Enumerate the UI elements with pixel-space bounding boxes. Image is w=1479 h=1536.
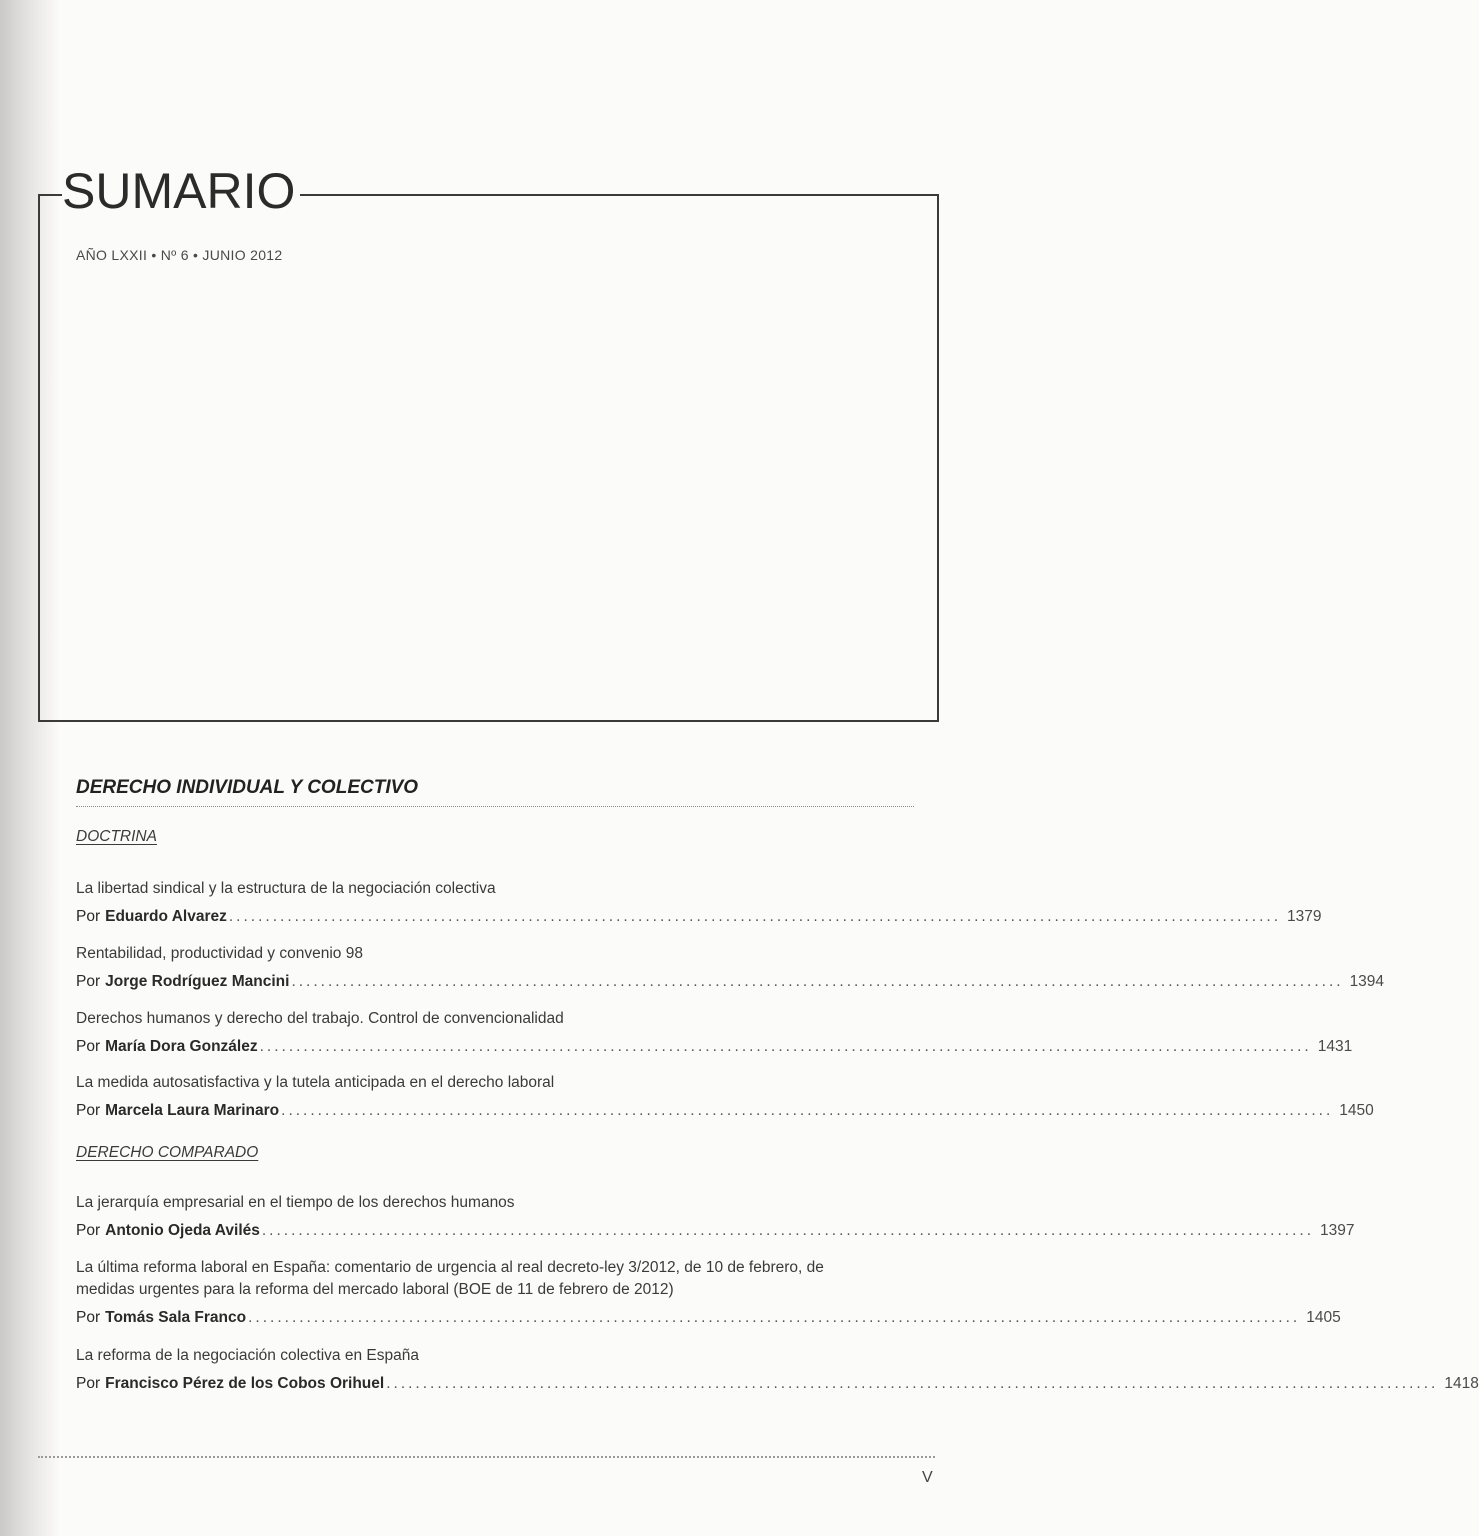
entry-author: Eduardo Alvarez bbox=[105, 908, 227, 925]
entry-page: 1418 bbox=[1444, 1375, 1479, 1392]
subsection-derecho-comparado: DERECHO COMPARADO bbox=[76, 1144, 259, 1161]
entry-page: 1405 bbox=[1306, 1309, 1341, 1326]
entry-title: La medida autosatisfactiva y la tutela anticipada en el derecho laboral bbox=[76, 1074, 555, 1091]
entry-title: La jerarquía empresarial en el tiempo de los derechos humanos bbox=[76, 1194, 515, 1211]
toc-entry[interactable] bbox=[76, 943, 1385, 993]
section-divider bbox=[76, 806, 914, 807]
frame-top-rule-left bbox=[38, 194, 62, 196]
subsection-doctrina: DOCTRINA bbox=[76, 828, 157, 845]
dot-leader: ................................................................................................................................................ bbox=[228, 908, 1281, 925]
entry-author: María Dora González bbox=[105, 1038, 258, 1055]
entry-author: Tomás Sala Franco bbox=[105, 1309, 247, 1326]
toc-entry[interactable] bbox=[76, 1008, 1353, 1058]
dot-leader: ................................................................................................................................................ bbox=[291, 973, 1344, 990]
entry-author: Jorge Rodríguez Mancini bbox=[105, 973, 290, 990]
entry-prefix: Por bbox=[76, 908, 101, 925]
content-frame bbox=[38, 194, 939, 722]
footer-divider bbox=[38, 1456, 935, 1458]
frame-top-rule-right bbox=[300, 194, 937, 196]
entry-page: 1394 bbox=[1349, 973, 1385, 990]
toc-entry[interactable] bbox=[76, 1345, 1479, 1395]
entry-prefix: Por bbox=[76, 1309, 101, 1326]
toc-entry[interactable] bbox=[76, 1072, 1374, 1122]
dot-leader: ................................................................................................................................................ bbox=[386, 1375, 1439, 1392]
entry-author: Francisco Pérez de los Cobos Orihuel bbox=[105, 1375, 385, 1392]
entry-prefix: Por bbox=[76, 1375, 101, 1392]
entry-page: 1431 bbox=[1317, 1038, 1353, 1055]
toc-entry[interactable] bbox=[76, 1257, 1341, 1329]
dot-leader: ................................................................................................................................................ bbox=[259, 1038, 1312, 1055]
page-title: SUMARIO bbox=[62, 163, 296, 219]
entry-title: La reforma de la negociación colectiva en España bbox=[76, 1347, 419, 1364]
toc-entry[interactable] bbox=[76, 878, 1322, 928]
issue-info: AÑO LXXII • Nº 6 • JUNIO 2012 bbox=[76, 247, 283, 263]
entry-prefix: Por bbox=[76, 1038, 101, 1055]
entry-title: La última reforma laboral en España: comentario de urgencia al real decreto-ley 3/2012, de 10 de febrero, de medidas urgentes para la reforma del mercado laboral (BOE de 11 de febrero de 2012) bbox=[76, 1259, 824, 1298]
entry-page: 1450 bbox=[1339, 1102, 1374, 1119]
dot-leader: ................................................................................................................................................ bbox=[281, 1102, 1334, 1119]
entry-author: Antonio Ojeda Avilés bbox=[105, 1222, 260, 1239]
entry-title: La libertad sindical y la estructura de la negociación colectiva bbox=[76, 880, 496, 897]
section-title: DERECHO INDIVIDUAL Y COLECTIVO bbox=[76, 777, 419, 798]
entry-prefix: Por bbox=[76, 1102, 101, 1119]
entry-page: 1379 bbox=[1287, 908, 1322, 925]
page-number: V bbox=[922, 1469, 933, 1486]
toc-entry[interactable] bbox=[76, 1192, 1355, 1242]
entry-prefix: Por bbox=[76, 1222, 101, 1239]
entry-author: Marcela Laura Marinaro bbox=[105, 1102, 280, 1119]
entry-page: 1397 bbox=[1320, 1222, 1355, 1239]
entry-prefix: Por bbox=[76, 973, 101, 990]
entry-title: Derechos humanos y derecho del trabajo. Control de convencionalidad bbox=[76, 1010, 564, 1027]
dot-leader: ................................................................................................................................................ bbox=[248, 1309, 1301, 1326]
entry-title: Rentabilidad, productividad y convenio 98 bbox=[76, 945, 363, 962]
dot-leader: ................................................................................................................................................ bbox=[261, 1222, 1314, 1239]
